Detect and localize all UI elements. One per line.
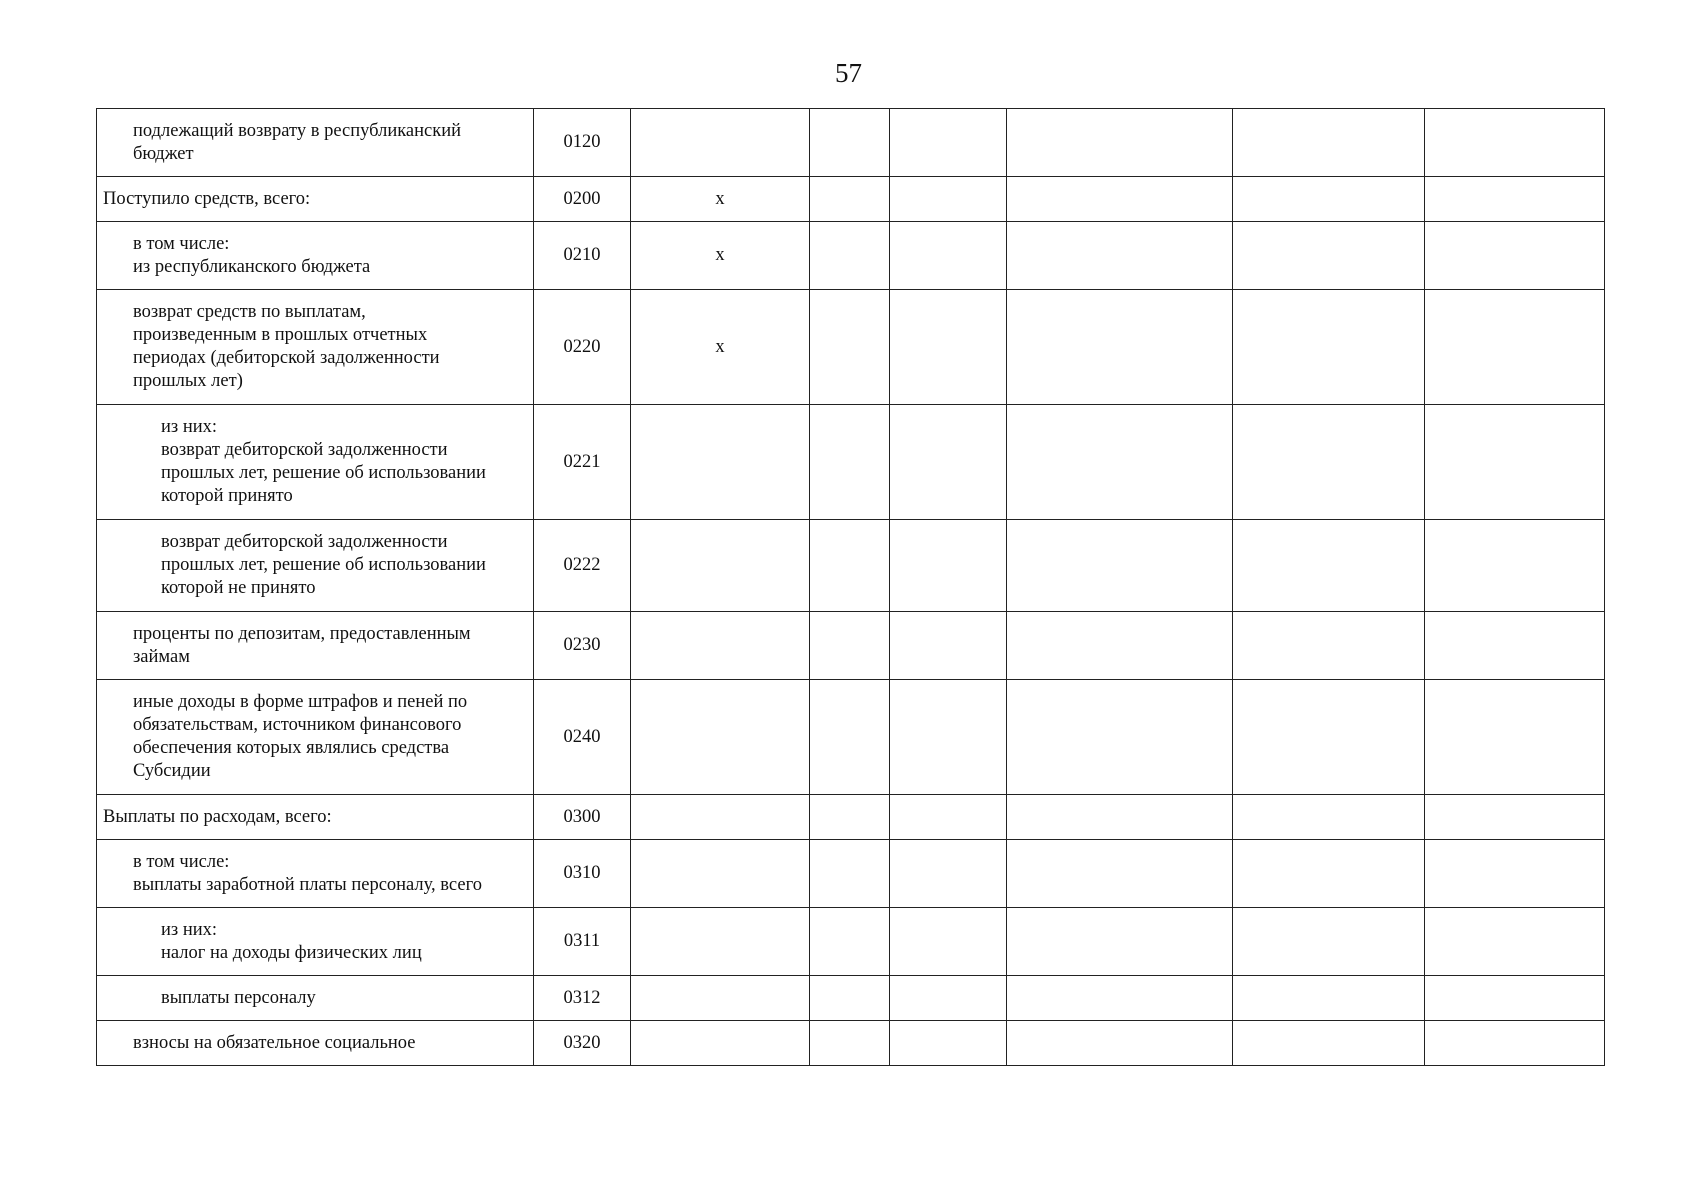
row-code: 0221 bbox=[534, 405, 631, 520]
row-label-cell bbox=[97, 908, 534, 976]
empty-cell bbox=[1425, 1021, 1605, 1066]
row-mark bbox=[631, 612, 810, 680]
row-mark bbox=[631, 1021, 810, 1066]
row-mark bbox=[631, 840, 810, 908]
row-code: 0200 bbox=[534, 177, 631, 222]
empty-cell bbox=[1425, 520, 1605, 612]
empty-cell bbox=[1233, 1021, 1425, 1066]
empty-cell bbox=[1007, 177, 1233, 222]
table-row bbox=[97, 109, 1605, 177]
table-row bbox=[97, 177, 1605, 222]
empty-cell bbox=[1233, 976, 1425, 1021]
empty-cell bbox=[810, 1021, 890, 1066]
row-label-cell bbox=[97, 290, 534, 405]
empty-cell bbox=[810, 405, 890, 520]
row-label: выплаты персоналу bbox=[161, 987, 316, 1008]
table-row bbox=[97, 405, 1605, 520]
empty-cell bbox=[810, 680, 890, 795]
row-label-cell bbox=[97, 177, 534, 222]
empty-cell bbox=[1233, 520, 1425, 612]
empty-cell bbox=[890, 109, 1007, 177]
empty-cell bbox=[1425, 795, 1605, 840]
empty-cell bbox=[890, 680, 1007, 795]
empty-cell bbox=[810, 177, 890, 222]
row-code: 0300 bbox=[534, 795, 631, 840]
row-label: иные доходы в форме штрафов и пеней по обязательствам, источником финансового обеспечения которых являлись средства Субсидии bbox=[133, 692, 468, 781]
empty-cell bbox=[1425, 405, 1605, 520]
empty-cell bbox=[1425, 908, 1605, 976]
empty-cell bbox=[810, 612, 890, 680]
empty-cell bbox=[810, 976, 890, 1021]
row-label-cell bbox=[97, 520, 534, 612]
row-mark bbox=[631, 680, 810, 795]
row-label-cell bbox=[97, 612, 534, 680]
row-code: 0120 bbox=[534, 109, 631, 177]
row-code: 0222 bbox=[534, 520, 631, 612]
empty-cell bbox=[1425, 976, 1605, 1021]
row-mark: x bbox=[631, 290, 810, 405]
row-label: подлежащий возврату в республиканский бюджет bbox=[133, 120, 462, 164]
empty-cell bbox=[890, 290, 1007, 405]
row-label-cell bbox=[97, 976, 534, 1021]
empty-cell bbox=[1007, 840, 1233, 908]
empty-cell bbox=[1425, 177, 1605, 222]
empty-cell bbox=[1233, 795, 1425, 840]
row-label-cell bbox=[97, 222, 534, 290]
row-label: взносы на обязательное социальное bbox=[133, 1032, 416, 1053]
empty-cell bbox=[890, 612, 1007, 680]
row-code: 0210 bbox=[534, 222, 631, 290]
empty-cell bbox=[1425, 290, 1605, 405]
row-label-cell bbox=[97, 840, 534, 908]
table-row bbox=[97, 520, 1605, 612]
empty-cell bbox=[1233, 290, 1425, 405]
empty-cell bbox=[890, 908, 1007, 976]
empty-cell bbox=[1425, 680, 1605, 795]
row-code: 0240 bbox=[534, 680, 631, 795]
table-row bbox=[97, 612, 1605, 680]
row-label: проценты по депозитам, предоставленным займам bbox=[133, 623, 471, 667]
empty-cell bbox=[1233, 908, 1425, 976]
table-row bbox=[97, 680, 1605, 795]
row-code: 0320 bbox=[534, 1021, 631, 1066]
row-label: из них: налог на доходы физических лиц bbox=[161, 919, 422, 963]
empty-cell bbox=[890, 405, 1007, 520]
empty-cell bbox=[890, 177, 1007, 222]
empty-cell bbox=[1233, 840, 1425, 908]
empty-cell bbox=[1007, 109, 1233, 177]
empty-cell bbox=[1233, 680, 1425, 795]
empty-cell bbox=[1007, 405, 1233, 520]
empty-cell bbox=[1007, 908, 1233, 976]
empty-cell bbox=[890, 795, 1007, 840]
row-label: в том числе: из республиканского бюджета bbox=[133, 233, 371, 277]
row-label: в том числе: выплаты заработной платы персоналу, всего bbox=[133, 851, 482, 895]
table-row bbox=[97, 1021, 1605, 1066]
row-code: 0310 bbox=[534, 840, 631, 908]
row-label: возврат средств по выплатам, произведенным в прошлых отчетных периодах (дебиторской задолженности прошлых лет) bbox=[133, 302, 440, 391]
empty-cell bbox=[1425, 222, 1605, 290]
row-mark bbox=[631, 908, 810, 976]
table-row bbox=[97, 222, 1605, 290]
empty-cell bbox=[1007, 680, 1233, 795]
row-label: возврат дебиторской задолженности прошлых лет, решение об использовании которой не принято bbox=[161, 532, 486, 598]
empty-cell bbox=[890, 520, 1007, 612]
row-mark bbox=[631, 520, 810, 612]
row-label-cell bbox=[97, 680, 534, 795]
empty-cell bbox=[1233, 109, 1425, 177]
row-code: 0312 bbox=[534, 976, 631, 1021]
empty-cell bbox=[1007, 1021, 1233, 1066]
row-mark bbox=[631, 795, 810, 840]
empty-cell bbox=[810, 290, 890, 405]
row-code: 0230 bbox=[534, 612, 631, 680]
empty-cell bbox=[1233, 612, 1425, 680]
row-label-cell bbox=[97, 109, 534, 177]
page-number: 57 bbox=[835, 58, 862, 88]
empty-cell bbox=[1425, 612, 1605, 680]
report-table bbox=[96, 108, 1605, 1066]
empty-cell bbox=[1007, 976, 1233, 1021]
table-row bbox=[97, 976, 1605, 1021]
empty-cell bbox=[890, 222, 1007, 290]
empty-cell bbox=[1233, 222, 1425, 290]
empty-cell bbox=[890, 1021, 1007, 1066]
empty-cell bbox=[1233, 177, 1425, 222]
row-code: 0311 bbox=[534, 908, 631, 976]
table-row bbox=[97, 795, 1605, 840]
empty-cell bbox=[810, 840, 890, 908]
empty-cell bbox=[1233, 405, 1425, 520]
empty-cell bbox=[1007, 795, 1233, 840]
table-row bbox=[97, 908, 1605, 976]
row-label-cell bbox=[97, 405, 534, 520]
empty-cell bbox=[1007, 290, 1233, 405]
empty-cell bbox=[810, 109, 890, 177]
empty-cell bbox=[1425, 109, 1605, 177]
row-label-cell bbox=[97, 1021, 534, 1066]
row-mark bbox=[631, 405, 810, 520]
table-row bbox=[97, 290, 1605, 405]
empty-cell bbox=[1007, 612, 1233, 680]
empty-cell bbox=[890, 976, 1007, 1021]
empty-cell bbox=[1425, 840, 1605, 908]
row-mark bbox=[631, 109, 810, 177]
row-label: Выплаты по расходам, всего: bbox=[103, 806, 332, 827]
empty-cell bbox=[1007, 520, 1233, 612]
row-label: Поступило средств, всего: bbox=[103, 188, 311, 209]
row-code: 0220 bbox=[534, 290, 631, 405]
row-label: из них: возврат дебиторской задолженности прошлых лет, решение об использовании которой принято bbox=[161, 417, 486, 506]
empty-cell bbox=[890, 840, 1007, 908]
empty-cell bbox=[810, 222, 890, 290]
empty-cell bbox=[810, 908, 890, 976]
row-label-cell bbox=[97, 795, 534, 840]
row-mark bbox=[631, 976, 810, 1021]
empty-cell bbox=[810, 520, 890, 612]
row-mark: x bbox=[631, 222, 810, 290]
row-mark: x bbox=[631, 177, 810, 222]
empty-cell bbox=[1007, 222, 1233, 290]
table-row bbox=[97, 840, 1605, 908]
empty-cell bbox=[810, 795, 890, 840]
